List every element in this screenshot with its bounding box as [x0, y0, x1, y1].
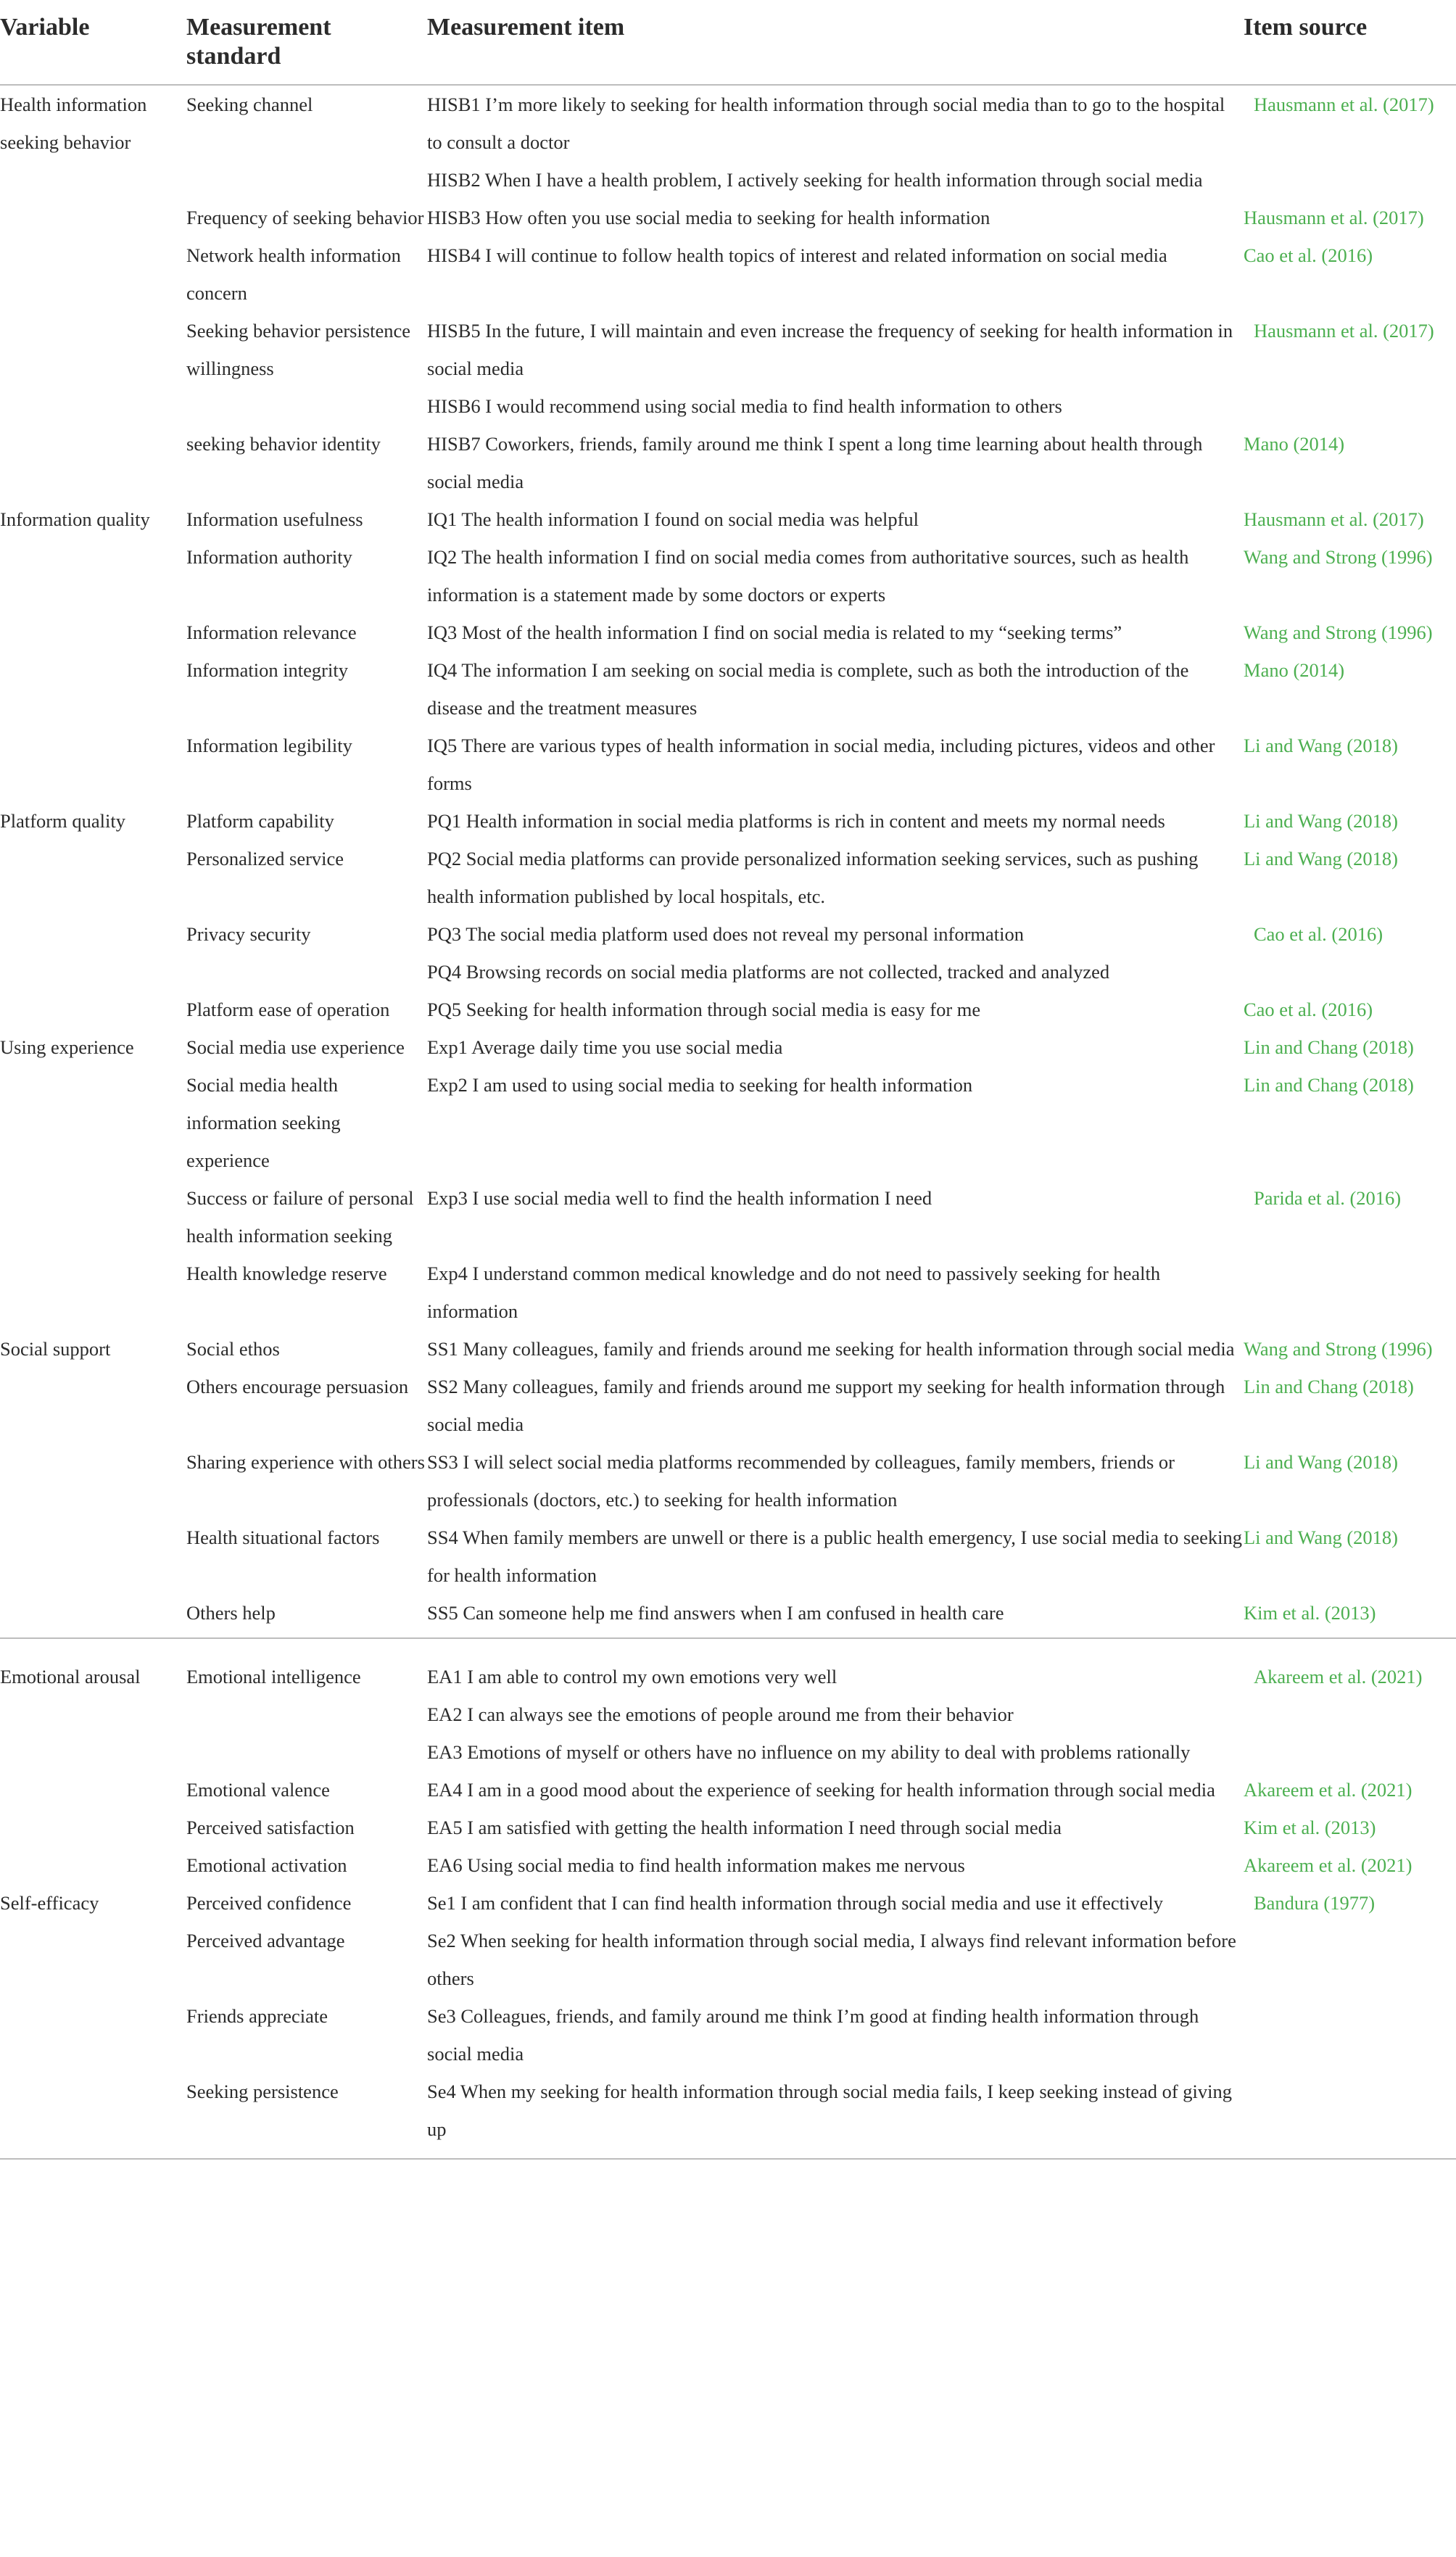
cell-measurement-standard: Platform ease of operation — [186, 999, 390, 1020]
source-citation: Hausmann et al. (2017) — [1254, 94, 1434, 115]
source-citation: Lin and Chang (2018) — [1244, 1074, 1414, 1096]
header-measurement-standard: Measurement standard — [186, 0, 427, 85]
source-citation: Akareem et al. (2021) — [1244, 1854, 1412, 1876]
source-citation: Mano (2014) — [1244, 659, 1345, 681]
cell-variable: Information quality — [0, 508, 150, 530]
cell-measurement-item: EA6 Using social media to find health information makes me nervous — [427, 1854, 965, 1876]
table-row — [0, 1884, 1456, 1922]
cell-measurement-item: HISB4 I will continue to follow health topics of interest and related information on social media — [427, 244, 1167, 266]
cell-variable — [0, 840, 186, 915]
source-citation: Lin and Chang (2018) — [1244, 1036, 1414, 1058]
table-row — [0, 1809, 1456, 1846]
cell-measurement-item: IQ5 There are various types of health information in social media, including pictures, videos and other forms — [427, 735, 1215, 794]
cell-item-source — [1244, 1255, 1456, 1330]
cell-item-source — [1244, 1368, 1456, 1443]
table-row — [0, 953, 1456, 991]
cell-measurement-item: SS2 Many colleagues, family and friends around me support my seeking for health information through social media — [427, 1376, 1225, 1435]
cell-item-source — [1244, 802, 1456, 840]
table-row — [0, 312, 1456, 387]
source-citation: Hausmann et al. (2017) — [1244, 508, 1424, 530]
cell-measurement-item: EA3 Emotions of myself or others have no influence on my ability to deal with problems rationally — [427, 1741, 1191, 1763]
cell-measurement-item: PQ3 The social media platform used does not reveal my personal information — [427, 923, 1025, 945]
source-citation: Li and Wang (2018) — [1244, 810, 1399, 832]
cell-item-source — [1244, 1179, 1456, 1255]
table-row — [0, 425, 1456, 500]
table-row — [0, 1330, 1456, 1368]
cell-item-source — [1244, 538, 1456, 614]
source-citation: Wang and Strong (1996) — [1244, 546, 1433, 568]
cell-measurement-item: IQ2 The health information I find on social media comes from authoritative sources, such as health information is a statement made by some doctors or experts — [427, 546, 1189, 606]
cell-variable — [0, 236, 186, 312]
cell-item-source — [1244, 236, 1456, 312]
cell-measurement-standard: Privacy security — [186, 923, 311, 945]
cell-item-source — [1244, 1846, 1456, 1884]
cell-measurement-standard: Seeking behavior persistence willingness — [186, 320, 411, 379]
cell-variable — [0, 199, 186, 236]
cell-variable — [0, 1368, 186, 1443]
source-citation: Parida et al. (2016) — [1254, 1187, 1402, 1209]
cell-item-source — [1244, 727, 1456, 802]
cell-variable — [0, 538, 186, 614]
cell-measurement-item: Se2 When seeking for health information through social media, I always find relevant information before others — [427, 1930, 1236, 1989]
cell-measurement-item: EA5 I am satisfied with getting the health information I need through social media — [427, 1817, 1062, 1838]
cell-measurement-item: Exp1 Average daily time you use social media — [427, 1036, 783, 1058]
cell-item-source — [1244, 1443, 1456, 1519]
cell-measurement-item: SS1 Many colleagues, family and friends around me seeking for health information through social media — [427, 1338, 1235, 1360]
cell-measurement-item: Se3 Colleagues, friends, and family around me think I’m good at finding health information through social media — [427, 2005, 1199, 2065]
table-row — [0, 1997, 1456, 2073]
source-citation: Hausmann et al. (2017) — [1254, 320, 1434, 342]
cell-measurement-standard: Perceived satisfaction — [186, 1817, 355, 1838]
cell-measurement-standard: Success or failure of personal health information seeking — [186, 1187, 414, 1247]
cell-item-source — [1244, 1066, 1456, 1179]
table-row — [0, 1695, 1456, 1733]
table-body-part2 — [0, 1638, 1456, 2159]
table-row — [0, 614, 1456, 651]
cell-item-source — [1244, 387, 1456, 425]
source-citation: Kim et al. (2013) — [1244, 1817, 1376, 1838]
cell-variable: Using experience — [0, 1036, 134, 1058]
cell-measurement-standard: Information integrity — [186, 659, 348, 681]
cell-measurement-item: PQ4 Browsing records on social media platforms are not collected, tracked and analyzed — [427, 961, 1110, 983]
table-row — [0, 1368, 1456, 1443]
cell-measurement-item: Se1 I am confident that I can find health information through social media and use it effectively — [427, 1892, 1164, 1914]
cell-item-source — [1244, 2073, 1456, 2159]
table-row — [0, 1638, 1456, 1695]
source-citation: Cao et al. (2016) — [1254, 923, 1383, 945]
cell-measurement-standard — [186, 161, 427, 199]
source-citation: Li and Wang (2018) — [1244, 1527, 1399, 1548]
cell-variable: Health information seeking behavior — [0, 94, 147, 153]
cell-item-source — [1244, 953, 1456, 991]
table-row — [0, 1066, 1456, 1179]
source-citation: Akareem et al. (2021) — [1244, 1779, 1412, 1801]
cell-measurement-standard: Information usefulness — [186, 508, 363, 530]
cell-measurement-standard: seeking behavior identity — [186, 433, 381, 455]
cell-measurement-item: HISB7 Coworkers, friends, family around me think I spent a long time learning about health through social media — [427, 433, 1203, 492]
table-row — [0, 199, 1456, 236]
cell-measurement-item: PQ5 Seeking for health information through social media is easy for me — [427, 999, 981, 1020]
table-row — [0, 1594, 1456, 1638]
cell-variable: Self-efficacy — [0, 1892, 99, 1914]
cell-measurement-standard: Social ethos — [186, 1338, 280, 1360]
cell-variable: Social support — [0, 1338, 111, 1360]
source-citation: Lin and Chang (2018) — [1244, 1376, 1414, 1397]
cell-item-source — [1244, 651, 1456, 727]
table-row — [0, 161, 1456, 199]
cell-measurement-standard: Health situational factors — [186, 1527, 380, 1548]
table-row — [0, 1028, 1456, 1066]
cell-variable — [0, 1519, 186, 1594]
table-row — [0, 500, 1456, 538]
cell-measurement-standard: Information legibility — [186, 735, 352, 756]
table-row — [0, 1846, 1456, 1884]
cell-measurement-item: EA4 I am in a good mood about the experience of seeking for health information through social media — [427, 1779, 1215, 1801]
table-row — [0, 1443, 1456, 1519]
cell-variable — [0, 1771, 186, 1809]
cell-measurement-item: HISB3 How often you use social media to seeking for health information — [427, 207, 990, 228]
cell-item-source — [1244, 614, 1456, 651]
cell-measurement-standard: Sharing experience with others — [186, 1451, 425, 1473]
cell-measurement-standard — [186, 1695, 427, 1733]
cell-measurement-item: Exp3 I use social media well to find the health information I need — [427, 1187, 932, 1209]
cell-variable — [0, 991, 186, 1028]
cell-item-source — [1244, 840, 1456, 915]
cell-measurement-item: EA1 I am able to control my own emotions very well — [427, 1666, 837, 1688]
cell-item-source — [1244, 1594, 1456, 1638]
cell-item-source — [1244, 1695, 1456, 1733]
cell-variable — [0, 1846, 186, 1884]
table-row — [0, 727, 1456, 802]
cell-variable — [0, 1066, 186, 1179]
cell-measurement-item: PQ1 Health information in social media platforms is rich in content and meets my normal needs — [427, 810, 1165, 832]
cell-variable: Emotional arousal — [0, 1666, 141, 1688]
cell-variable — [0, 1733, 186, 1771]
source-citation: Mano (2014) — [1244, 433, 1345, 455]
cell-item-source — [1244, 312, 1456, 387]
header-variable: Variable — [0, 0, 186, 85]
table-row — [0, 85, 1456, 161]
source-citation: Li and Wang (2018) — [1244, 1451, 1399, 1473]
cell-variable — [0, 651, 186, 727]
cell-measurement-item: SS5 Can someone help me find answers when I am confused in health care — [427, 1594, 1244, 1638]
cell-item-source — [1244, 915, 1456, 953]
cell-measurement-standard: Emotional intelligence — [186, 1666, 361, 1688]
cell-measurement-item: SS3 I will select social media platforms recommended by colleagues, family members, friends or professionals (doctors, etc.) to seeking for health information — [427, 1451, 1175, 1511]
cell-measurement-standard: Network health information concern — [186, 244, 401, 304]
table-row — [0, 991, 1456, 1028]
cell-item-source — [1244, 500, 1456, 538]
cell-measurement-item: Exp4 I understand common medical knowledge and do not need to passively seeking for health information — [427, 1263, 1161, 1322]
cell-measurement-item: SS4 When family members are unwell or there is a public health emergency, I use social media to seeking for health information — [427, 1527, 1242, 1586]
source-citation: Li and Wang (2018) — [1244, 735, 1399, 756]
cell-measurement-standard: Friends appreciate — [186, 2005, 328, 2027]
cell-measurement-item: EA2 I can always see the emotions of people around me from their behavior — [427, 1703, 1014, 1725]
table-row — [0, 1179, 1456, 1255]
cell-measurement-standard: Social media health information seeking experience — [186, 1074, 341, 1171]
cell-measurement-standard: Perceived advantage — [186, 1930, 345, 1951]
cell-item-source — [1244, 1884, 1456, 1922]
cell-measurement-item: HISB2 When I have a health problem, I actively seeking for health information through social media — [427, 169, 1203, 191]
cell-measurement-item: Exp2 I am used to using social media to seeking for health information — [427, 1074, 973, 1096]
cell-measurement-item: IQ4 The information I am seeking on social media is complete, such as both the introduction of the disease and the treatment measures — [427, 659, 1189, 719]
table-row — [0, 1733, 1456, 1771]
cell-measurement-standard: Emotional activation — [186, 1854, 347, 1876]
table-row — [0, 915, 1456, 953]
cell-item-source — [1244, 1771, 1456, 1809]
cell-measurement-item: HISB5 In the future, I will maintain and even increase the frequency of seeking for health information in social media — [427, 320, 1233, 379]
table-row — [0, 1922, 1456, 1997]
cell-measurement-standard: Others encourage persuasion — [186, 1376, 409, 1397]
cell-variable — [0, 425, 186, 500]
cell-item-source — [1244, 1519, 1456, 1594]
cell-measurement-standard: Emotional valence — [186, 1779, 330, 1801]
table-row — [0, 840, 1456, 915]
cell-measurement-standard: Frequency of seeking behavior — [186, 207, 424, 228]
table-row — [0, 387, 1456, 425]
cell-item-source — [1244, 1638, 1456, 1695]
source-citation: Cao et al. (2016) — [1244, 244, 1373, 266]
source-citation: Wang and Strong (1996) — [1244, 621, 1433, 643]
source-citation: Hausmann et al. (2017) — [1244, 207, 1424, 228]
cell-measurement-standard: Personalized service — [186, 848, 344, 869]
header-row — [0, 0, 1456, 85]
cell-item-source — [1244, 161, 1456, 199]
cell-measurement-item: Se4 When my seeking for health information through social media fails, I keep seeking instead of giving up — [427, 2073, 1244, 2159]
cell-variable — [0, 2073, 186, 2159]
cell-variable — [0, 1695, 186, 1733]
cell-measurement-item: HISB6 I would recommend using social media to find health information to others — [427, 395, 1062, 417]
cell-variable — [0, 727, 186, 802]
table-row — [0, 236, 1456, 312]
cell-variable — [0, 1255, 186, 1330]
cell-variable — [0, 915, 186, 953]
cell-item-source — [1244, 1733, 1456, 1771]
cell-item-source — [1244, 1028, 1456, 1066]
table-body-part1 — [0, 85, 1456, 1638]
cell-item-source — [1244, 991, 1456, 1028]
cell-variable — [0, 1594, 186, 1638]
cell-item-source — [1244, 1997, 1456, 2073]
table-row — [0, 1519, 1456, 1594]
cell-variable — [0, 1179, 186, 1255]
cell-variable — [0, 1443, 186, 1519]
cell-measurement-standard: Social media use experience — [186, 1036, 405, 1058]
cell-item-source — [1244, 85, 1456, 161]
cell-measurement-standard: Information authority — [186, 546, 352, 568]
cell-measurement-standard: Platform capability — [186, 810, 334, 832]
cell-variable — [0, 1922, 186, 1997]
source-citation: Akareem et al. (2021) — [1254, 1666, 1423, 1688]
cell-measurement-item: PQ2 Social media platforms can provide personalized information seeking services, such as pushing health information published by local hospitals, etc. — [427, 848, 1199, 907]
table-header — [0, 0, 1456, 85]
cell-item-source — [1244, 199, 1456, 236]
source-citation: Kim et al. (2013) — [1244, 1602, 1376, 1624]
cell-variable — [0, 1809, 186, 1846]
cell-measurement-standard: Others help — [186, 1594, 427, 1638]
cell-variable: Platform quality — [0, 810, 125, 832]
cell-variable — [0, 614, 186, 651]
cell-item-source — [1244, 1809, 1456, 1846]
source-citation: Bandura (1977) — [1254, 1892, 1376, 1914]
cell-variable — [0, 161, 186, 199]
table-row — [0, 1255, 1456, 1330]
cell-variable — [0, 1997, 186, 2073]
cell-variable — [0, 953, 186, 991]
cell-item-source — [1244, 1922, 1456, 1997]
table-row — [0, 1771, 1456, 1809]
cell-measurement-standard: Seeking persistence — [186, 2073, 427, 2159]
cell-variable — [0, 312, 186, 387]
cell-measurement-item: IQ1 The health information I found on social media was helpful — [427, 508, 919, 530]
cell-measurement-standard: Seeking channel — [186, 94, 313, 115]
table-row — [0, 2073, 1456, 2159]
header-measurement-item: Measurement item — [427, 0, 1244, 85]
source-citation: Cao et al. (2016) — [1244, 999, 1373, 1020]
table-row — [0, 651, 1456, 727]
header-item-source: Item source — [1244, 0, 1456, 85]
cell-measurement-standard: Perceived confidence — [186, 1892, 352, 1914]
cell-item-source — [1244, 425, 1456, 500]
cell-measurement-standard — [186, 387, 427, 425]
cell-measurement-item: IQ3 Most of the health information I find on social media is related to my “seeking terms” — [427, 621, 1122, 643]
source-citation: Wang and Strong (1996) — [1244, 1338, 1433, 1360]
cell-item-source — [1244, 1330, 1456, 1368]
cell-measurement-standard — [186, 1733, 427, 1771]
table-row — [0, 538, 1456, 614]
cell-measurement-item: HISB1 I’m more likely to seeking for health information through social media than to go to the hospital to consult a doctor — [427, 94, 1225, 153]
cell-variable — [0, 387, 186, 425]
cell-measurement-standard: Health knowledge reserve — [186, 1263, 387, 1284]
table-row — [0, 802, 1456, 840]
source-citation: Li and Wang (2018) — [1244, 848, 1399, 869]
cell-measurement-standard — [186, 953, 427, 991]
cell-measurement-standard: Information relevance — [186, 621, 357, 643]
